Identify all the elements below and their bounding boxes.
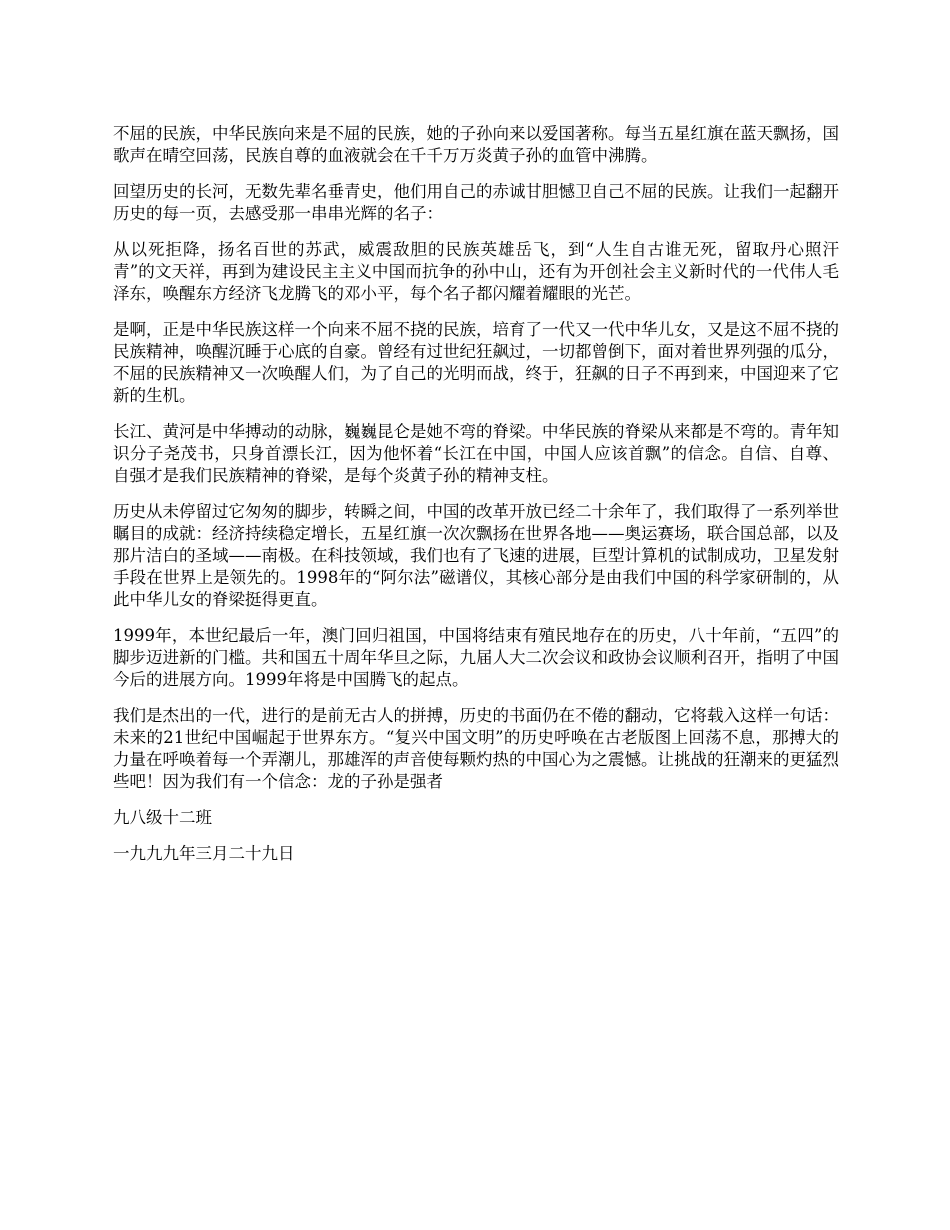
signature-class: 九八级十二班 [113,808,212,827]
paragraph-8: 我们是杰出的一代，进行的是前无古人的拼搏，历史的书面仍在不倦的翻动，它将载入这样一句话：未来的21世纪中国崛起于世界东方。“复兴中国文明”的历史呼唤在古老版图上回荡不息，那搏大的力量在呼唤着每一个弄潮儿，那雄浑的声音使每颗灼热的中国心为之震憾。让挑战的狂潮来的更猛烈些吧！因为我们有一个信念：龙的子孙是强者 [113,706,839,791]
signature-date: 一九九九年三月二十九日 [113,844,295,863]
paragraph-4: 是啊，正是中华民族这样一个向来不屈不挠的民族，培育了一代又一代中华儿女，又是这不屈不挠的民族精神，唤醒沉睡于心底的自豪。曾经有过世纪狂飙过，一切都曾倒下，面对着世界列强的瓜分，不屈的民族精神又一次唤醒人们，为了自己的光明而战，终于，狂飙的日子不再到来，中国迎来了它新的生机。 [113,320,839,405]
document-body [113,123,839,879]
paragraph-2: 回望历史的长河，无数先辈名垂青史，他们用自己的赤诚甘胆憾卫自己不屈的民族。让我们一起翻开历史的每一页，去感受那一串串光辉的名子： [113,182,839,223]
paragraph-5: 长江、黄河是中华搏动的动脉，巍巍昆仑是她不弯的脊梁。中华民族的脊梁从来都是不弯的。青年知识分子尧茂书，只身首漂长江，因为他怀着“长江在中国，中国人应该首飘”的信念。自信、自尊、自强才是我们民族精神的脊梁，是每个炎黄子孙的精神支柱。 [113,422,839,485]
paragraph-6: 历史从未停留过它匆匆的脚步，转瞬之间，中国的改革开放已经二十余年了，我们取得了一系列举世瞩目的成就：经济持续稳定增长，五星红旗一次次飘扬在世界各地——奥运赛场，联合国总部，以及那片洁白的圣域——南极。在科技领域，我们也有了飞速的进展，巨型计算机的试制成功，卫星发射手段在世界上是领先的。1998年的“阿尔法”磁谱仪，其核心部分是由我们中国的科学家研制的，从此中华儿女的脊梁挺得更直。 [113,502,839,609]
paragraph-1: 不屈的民族，中华民族向来是不屈的民族，她的子孙向来以爱国著称。每当五星红旗在蓝天飘扬，国歌声在晴空回荡，民族自尊的血液就会在千千万万炎黄子孙的血管中沸腾。 [113,124,839,165]
paragraph-7: 1999年，本世纪最后一年，澳门回归祖国，中国将结束有殖民地存在的历史，八十年前，“五四”的脚步迈进新的门槛。共和国五十周年华旦之际，九届人大二次会议和政协会议顺利召开，指明了中国今后的进展方向。1999年将是中国腾飞的起点。 [113,626,839,689]
paragraph-3: 从以死拒降，扬名百世的苏武，威震敌胆的民族英雄岳飞，到“人生自古谁无死，留取丹心照汗青”的文天祥，再到为建设民主主义中国而抗争的孙中山，还有为开创社会主义新时代的一代伟人毛泽东，唤醒东方经济飞龙腾飞的邓小平，每个名子都闪耀着耀眼的光芒。 [113,240,839,303]
